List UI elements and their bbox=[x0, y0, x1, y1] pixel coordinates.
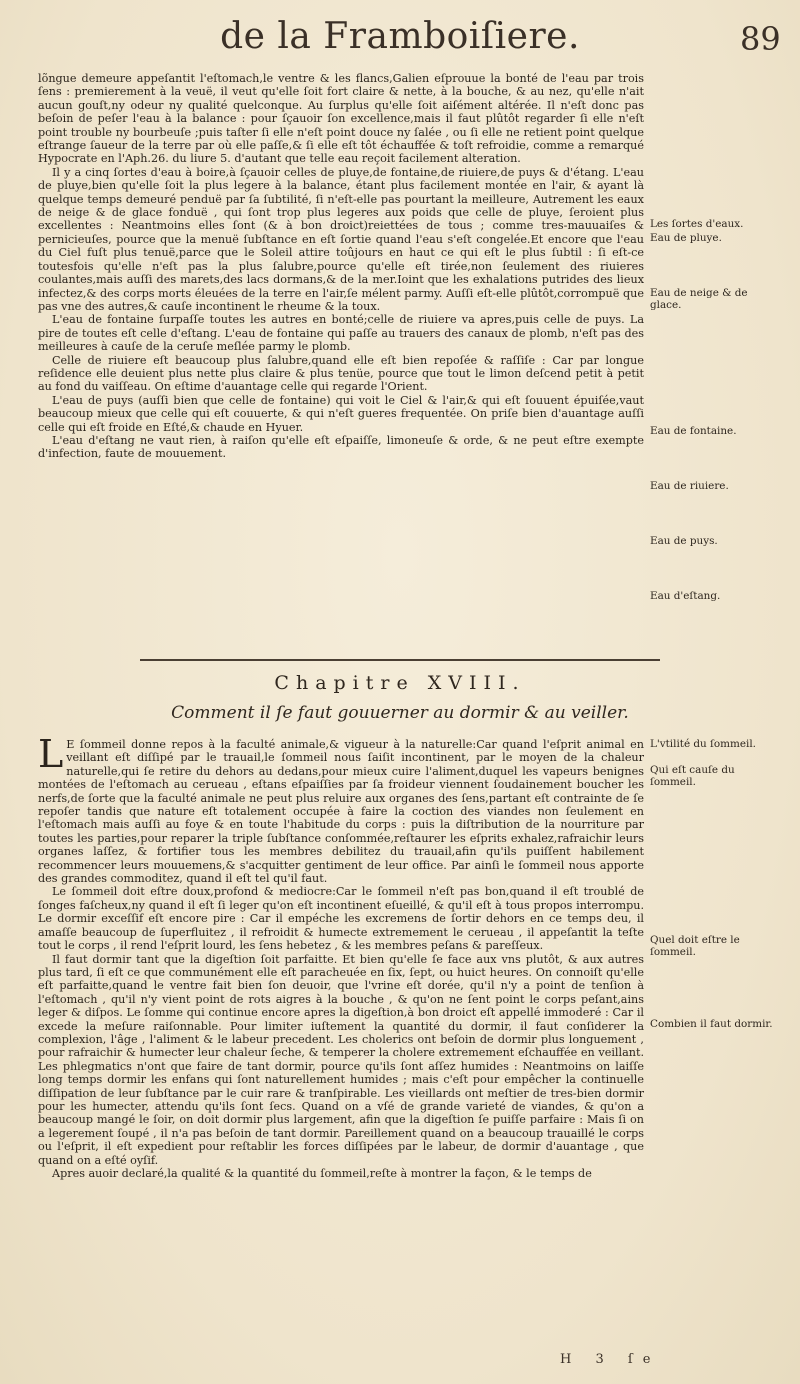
margin-note: Eau de puys. bbox=[650, 535, 718, 547]
paragraph: Celle de riuiere eſt beaucoup plus ſalubre,quand elle eſt bien repoſée & raſſiſe : Car par longue reſidence elle deuient plus nette plus claire & plus tenüe, pource que tout le limon deſcend petit à petit au fond du vaiſſeau. On eſtime d'auantage celle qui regarde l'Orient. bbox=[38, 353, 644, 394]
paragraph: lõngue demeure appeſantit l'eſtomach,le ventre & les flancs,Galien eſprouue la bonté de l'eau par trois ſens : premierement à la veuë, il veut qu'elle ſoit fort claire & nette, à la bouche, & au nez, qu'elle n'ait aucun gouſt,ny odeur ny qualité quelconque. Au ſurplus qu'elle ſoit aiſément altérée. Il n'eſt donc pas beſoin de peſer l'eau à la balance : pour ſçauoir ſon excellence,mais il faut plûtôt regarder ſi elle n'eſt point trouble ny bourbeuſe ;puis taſter ſi elle n'eſt point douce ny ſalée , ou ſi elle ne retient point quelque eſtrange ſaueur de la terre par où elle paſſe,& ſi elle eſt tôt échauffée & toſt refroidie, comme a remarqué Hypocrate en l'Aph.26. du liure 5. d'autant que telle eau reçoit facilement alteration. bbox=[38, 72, 644, 166]
paragraph: L'eau de puys (auſſi bien que celle de fontaine) qui voit le Ciel & l'air,& qui eſt ſouuent épuiſée,vaut beaucoup mieux que celle qui eſt couuerte, & qui n'eſt gueres frequentée. On priſe bien d'auantage auſſi celle qui eſt froide en Eſté,& chaude en Hyuer. bbox=[38, 393, 644, 434]
section-divider bbox=[140, 659, 660, 661]
margin-note: Quel doit eſtre le ſommeil. bbox=[650, 934, 740, 958]
paragraph bbox=[38, 732, 644, 886]
paragraph: Il faut dormir tant que la digeſtion ſoit parfaitte. Et bien qu'elle ſe face aux vns plutôt, & aux autres plus tard, ſi eſt ce que communément elle eſt paracheuée en ſix, ſept, ou huict heures. On connoiſt qu'elle eſt parfaitte,quand le ventre fait bien ſon deuoir, que l'vrine eſt dorée, qu'il n'y a point de tenſion à l'eſtomach , qu'il n'y vient point de rots aigres à la bouche , & qu'on ne ſent point le corps peſant,ains leger & diſpos. Le ſomme qui continue encore apres la digeſtion,à bon droict eſt appellé immoderé : Car il excede la meſure raiſonnable. Pour limiter iuſtement la quantité du dormir, il faut conſiderer la complexion, l'âge , l'aliment & le labeur precedent. Les cholerics ont beſoin de dormir plus longuement , pour rafraichir & humecter leur chaleur ſeche, & temperer la cholere extremement eſchauffée en veillant. Les phlegmatics n'ont que faire de tant dormir, pource qu'ils ſont aſſez humides : Neantmoins on laiſſe long temps dormir les enfans qui ſont naturellement humides ; mais c'eſt pour empêcher la continuelle diſſipation de leur ſubſtance par le cuir rare & tranſpirable. Les vieillards ont meſtier de tres-bien dormir pour les humecter, attendu qu'ils ſont ſecs. Quand on a vſé de grande varieté de viandes, & qu'on a beaucoup mangé le ſoir, on doit dormir plus largement, afin que la digeſtion ſe puiſſe parfaire : Mais ſi on a legerement ſoupé , il n'a pas beſoin de tant dormir. Pareillement quand on a beaucoup trauaillé le corps ou l'eſprit, il eſt expedient pour reſtablir les forces diſſipées par le labeur, de dormir d'auantage , que quand on a eſté oyſif. bbox=[38, 952, 644, 1167]
bottom-text-block bbox=[38, 732, 644, 1180]
paragraph: Le ſommeil doit eſtre doux,profond & mediocre:Car le ſommeil n'eſt pas bon,quand il eſt troublé de ſonges faſcheux,ny quand il eſt ſi leger qu'on eſt incontinent eſueillé, & qu'il eſt à tous propos interrompu. Le dormir exceſſif eſt encore pire : Car il empéche les excremens de ſortir dehors en ce temps deu, il amaſſe beaucoup de ſuperfluitez , il refroidit & humecte extremement le cerueau , il appeſantit la teſte tout le corps , il rend l'eſprit lourd, les ſens hebetez , & les membres peſans & pareſſeux. bbox=[38, 885, 644, 953]
margin-note: Eau de neige & de glace. bbox=[650, 287, 748, 311]
signature-mark bbox=[560, 1352, 660, 1367]
margin-note: Eau d'eſtang. bbox=[650, 590, 721, 602]
margin-note: Eau de pluye. bbox=[650, 232, 722, 244]
margin-note: Qui eſt cauſe du ſommeil. bbox=[650, 764, 735, 788]
paragraph: L'eau de fontaine ſurpaſſe toutes les autres en bonté;celle de riuiere va apres,puis celle de puys. La pire de toutes eſt celle d'eſtang. L'eau de fontaine qui paſſe au trauers des canaux de plomb, n'eſt pas des meilleures à cauſe de la ceruſe meſlée parmy le plomb. bbox=[38, 313, 644, 354]
margin-note: Les ſortes d'eaux. bbox=[650, 218, 744, 230]
paragraph: Apres auoir declaré,la qualité & la quantité du ſommeil,reſte à montrer la façon, & le temps de bbox=[52, 1167, 592, 1180]
chapter-title: Chapitre XVIII. bbox=[274, 672, 526, 694]
paragraph-text: E ſommeil donne repos à la faculté animale,& vigueur à la naturelle:Car quand l'eſprit animal en veillant eſt diſſipé par le trauail,le ſommeil nous ſaiſit incontinent, par le moyen de la chaleur naturelle,qui ſe retire du dehors au dedans,pour mieux cuire l'aliment,duquel les vapeurs benignes montées de l'eſtomach au cerueau , eſtans eſpaiſſies par ſa froideur viennent ſoudainement boucher les nerfs,de ſorte que la faculté animale ne peut plus reluire aux organes des ſens,partant eſt contrainte de ſe repoſer tandis que nature eſt totalement occupée à faire la coction des viandes non ſeulement en l'eſtomach mais auſſi au foye & en toute l'habitude du corps : puis la diſtribution de la nourriture par toutes les parties,pour reparer la triple ſubſtance conſommée,reſtaurer les eſprits exhalez,rafraichir leurs organes laſſez, & fortifier tous les membres debilitez du trauail,afin qu'ils puiſſent habilement recommencer leurs mouuemens,& s'acquitter gentiment de leur office. Par ainſi le ſommeil nous apporte des grandes commoditez, quand il eſt tel qu'il faut. bbox=[38, 738, 644, 886]
page-number: 89 bbox=[740, 20, 781, 58]
page-header bbox=[0, 16, 800, 66]
drop-cap: L bbox=[38, 732, 64, 776]
margin-note: Eau de fontaine. bbox=[650, 425, 737, 437]
margin-note: Eau de riuiere. bbox=[650, 480, 729, 492]
paragraph: L'eau d'eſtang ne vaut rien, à raiſon qu'elle eſt eſpaiſſe, limoneuſe & orde, & ne peut eſtre exempte d'infection, faute de mouuement. bbox=[38, 433, 644, 461]
chapter-heading: Comment il ſe faut gouuerner au dormir & au veiller. bbox=[171, 703, 629, 723]
signature: H 3 bbox=[560, 1352, 614, 1367]
margin-note: Combien il faut dormir. bbox=[650, 1018, 773, 1030]
top-text-block bbox=[38, 72, 644, 461]
paragraph: Il y a cinq ſortes d'eau à boire,à ſçauoir celles de pluye,de fontaine,de riuiere,de puys & d'étang. L'eau de pluye,bien qu'elle ſoit la plus legere à la balance, étant plus facilement montée en l'air, & ayant là quelque temps demeuré penduë par ſa ſubtilité, ſi n'eſt-elle pas pourtant la meilleure, Autrement les eaux de neige & de glace fonduë , qui ſont trop plus legeres aux poids que celle de pluye, ſeroient plus excellentes : Neantmoins elles ſont (& à bon droict)reiettées de tous ; comme tres-mauuaiſes & pernicieuſes, pource que la menuë ſubſtance en eſt ſortie quand l'eau s'eſt congelée.Et encore que l'eau du Ciel fuſt plus tenuë,parce que le Soleil attire toûjours en haut ce qui eſt le plus ſubtil : ſi eſt-ce toutesfois qu'elle n'eſt pas la plus ſalubre,pource qu'elle eſt tirée,non ſeulement des riuieres coulantes,mais auſſi des marets,des lacs dormans,& de la mer.Ioint que les exhalations putrides des lieux infectez,& des corps morts éleuées de la terre en l'air,ſe mélent parmy. Auſſi eſt-elle plûtôt,corrompuë que pas vne des autres,& cauſe incontinent le rheume & la toux. bbox=[38, 165, 644, 313]
catchword: ſe bbox=[627, 1352, 661, 1367]
margin-note: L'vtilité du ſommeil. bbox=[650, 738, 756, 750]
running-title: de la Framboiſiere. bbox=[220, 16, 580, 57]
